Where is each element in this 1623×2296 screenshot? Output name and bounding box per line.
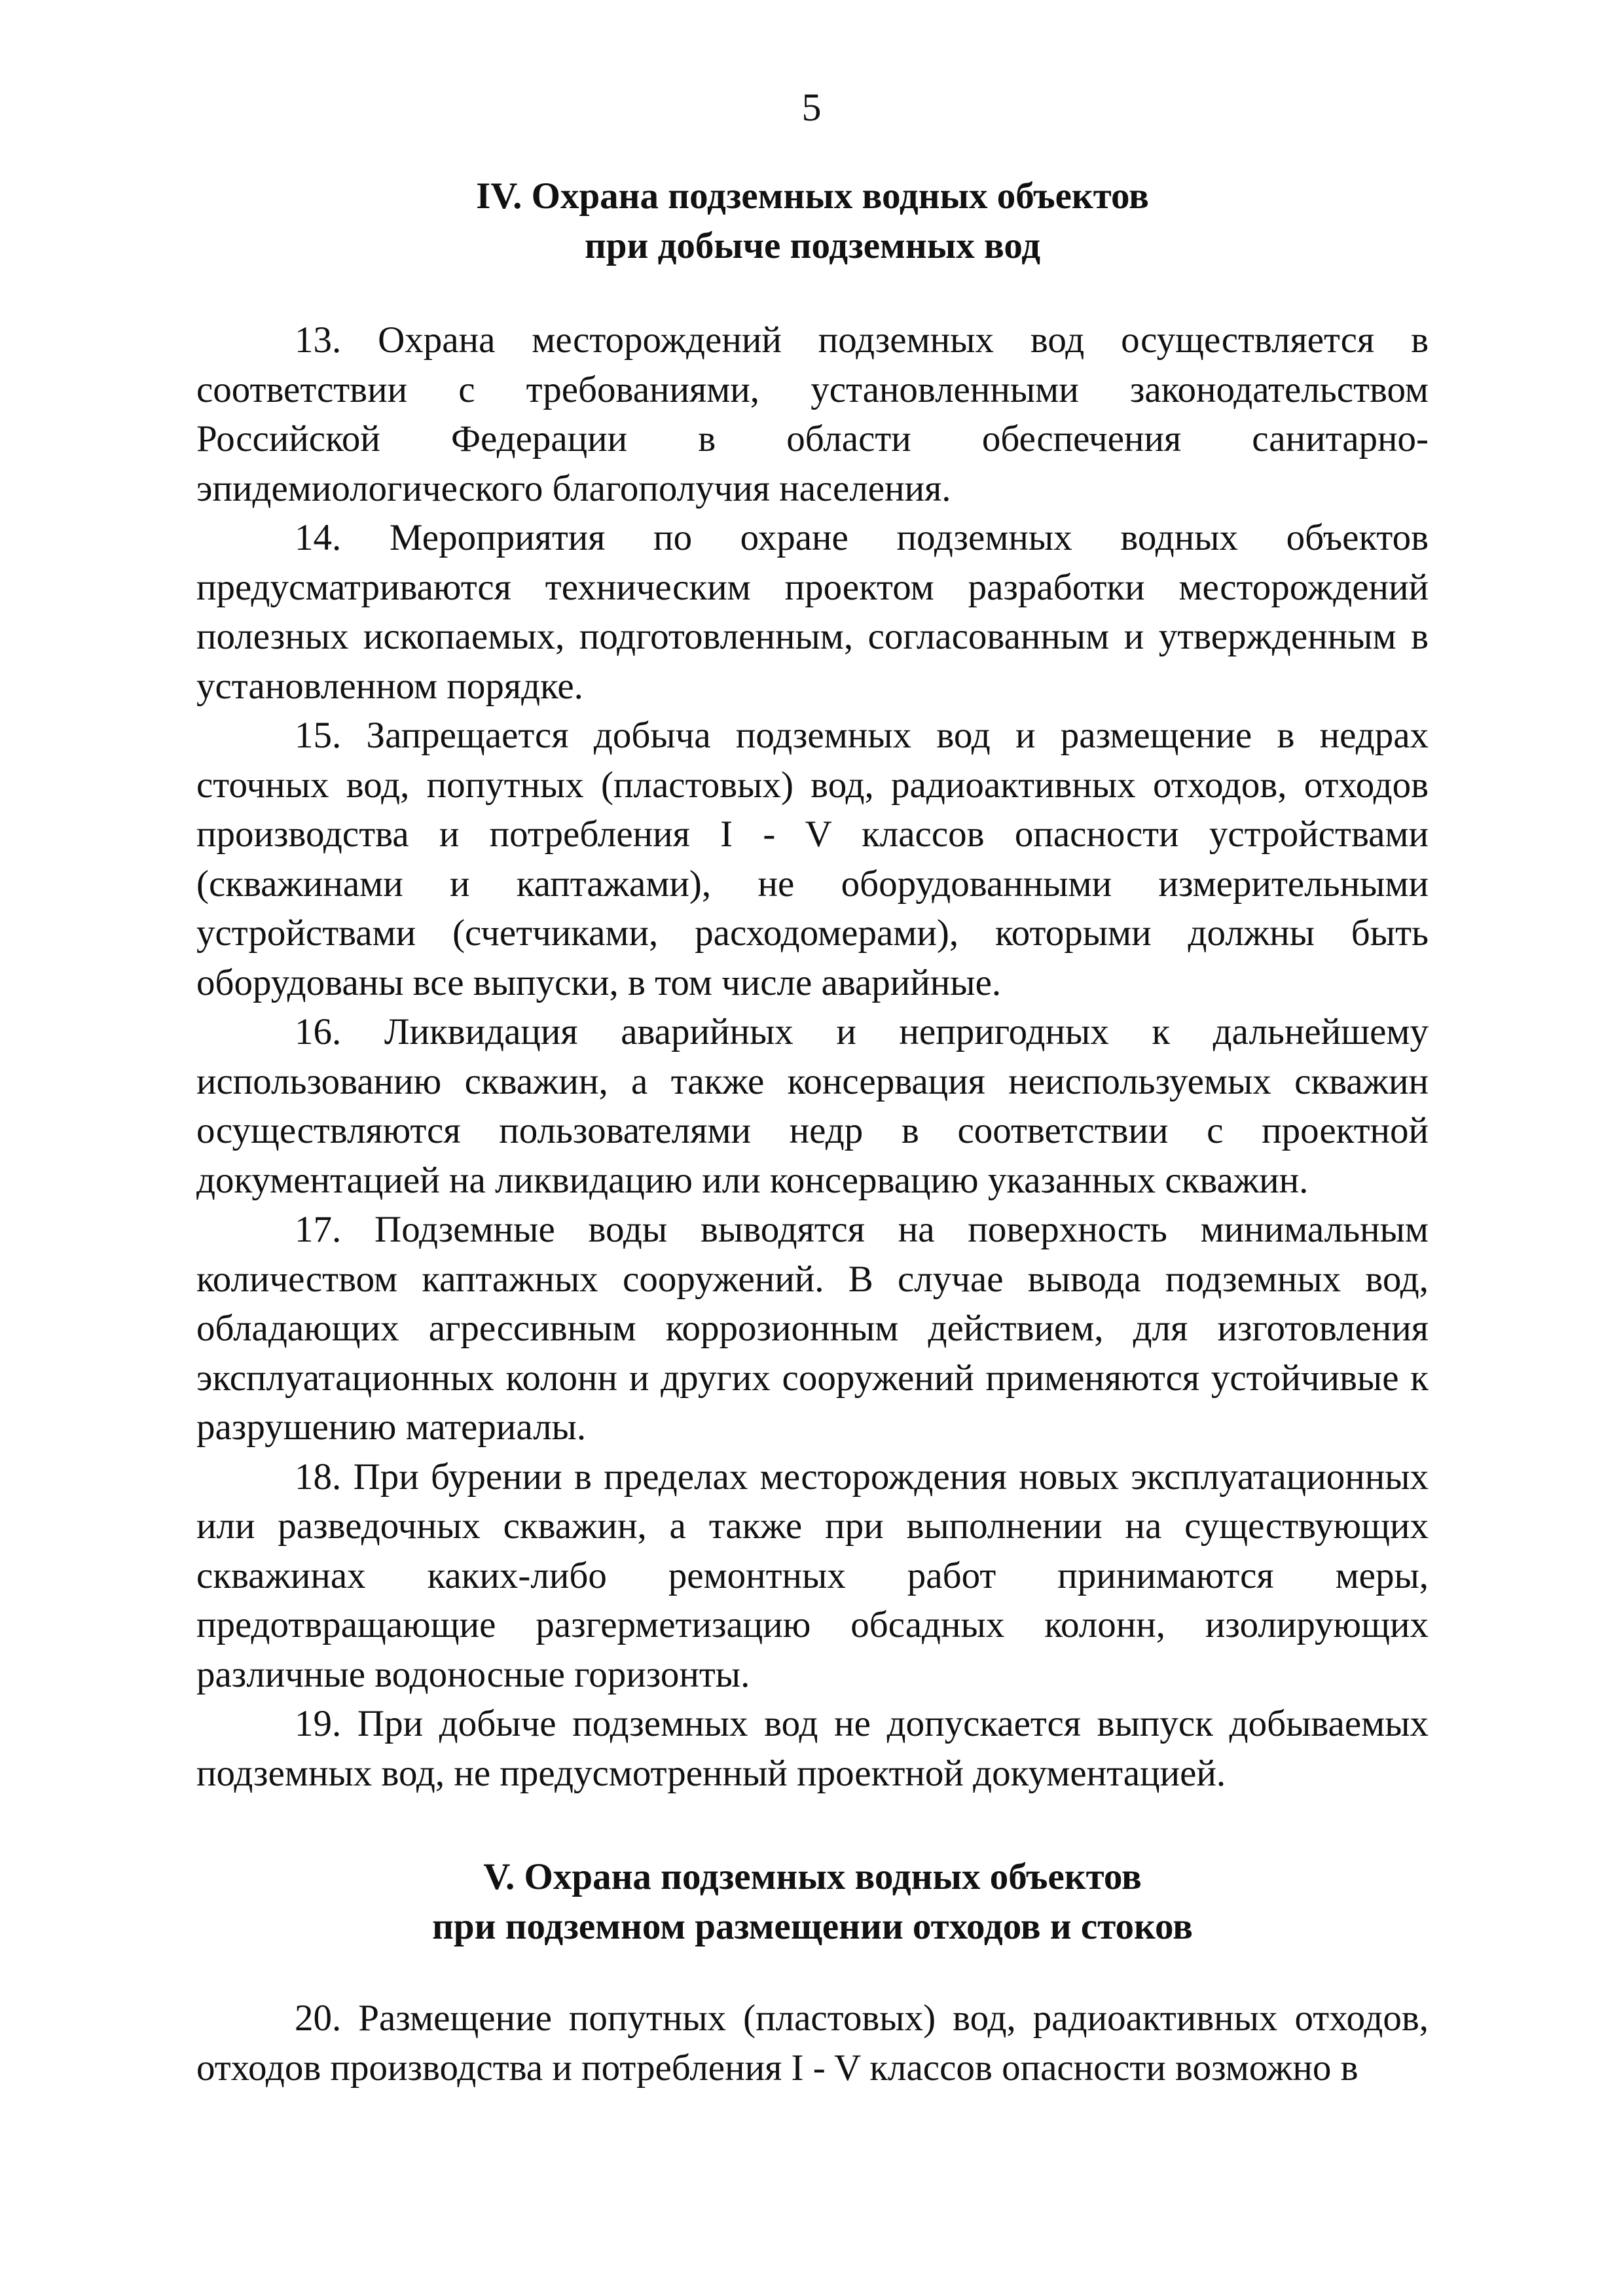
paragraph-14: 14. Мероприятия по охране подземных водных объектов предусматриваются техническим проектом разработки месторождений полезных ископаемых, подготовленным, согласованным и утвержденным в установленном порядке. (196, 517, 1429, 707)
paragraph-16: 16. Ликвидация аварийных и непригодных к дальнейшему использованию скважин, а также консервация неиспользуемых скважин осуществляются пользователями недр в соответствии с проектной документацией на ликвидацию или консервацию указанных скважин. (196, 1011, 1429, 1201)
section-iv-heading-line-1: IV. Охрана подземных водных объектов (476, 175, 1149, 217)
paragraph-20: 20. Размещение попутных (пластовых) вод, радиоактивных отходов, отходов производства и потребления I - V классов опасности возможно в (196, 1998, 1429, 2089)
section-iv-heading-line-2: при добыче подземных вод (584, 224, 1041, 266)
paragraph-17: 17. Подземные воды выводятся на поверхность минимальным количеством каптажных сооружений. В случае вывода подземных вод, обладающих агрессивным коррозионным действием, для изготовления эксплуатационных колонн и других сооружений применяются устойчивые к разрушению материалы. (196, 1209, 1429, 1448)
section-v-heading-line-2: при подземном размещении отходов и стоков (432, 1905, 1193, 1947)
section-v-body (196, 1994, 1429, 2092)
paragraph-18: 18. При бурении в пределах месторождения новых эксплуатационных или разведочных скважин, а также при выполнении на существующих скважинах каких-либо ремонтных работ принимаются меры, предотвращающие разгерметизацию обсадных колонн, изолирующих различные водоносные горизонты. (196, 1456, 1429, 1695)
paragraph-15: 15. Запрещается добыча подземных вод и размещение в недрах сточных вод, попутных (пластовых) вод, радиоактивных отходов, отходов производства и потребления I - V классов опасности устройствами (скважинами и каптажами), не оборудованными измерительными устройствами (счетчиками, расходомерами), которыми должны быть оборудованы все выпуски, в том числе аварийные. (196, 715, 1429, 1003)
section-v-heading (196, 1852, 1429, 1951)
paragraph-13: 13. Охрана месторождений подземных вод осуществляется в соответствии с требованиями, установленными законодательством Российской Федерации в области обеспечения санитарно-эпидемиологического благополучия населения. (196, 319, 1429, 509)
section-iv-heading (196, 171, 1429, 270)
section-iv-body (196, 315, 1429, 1798)
page-number: 5 (801, 86, 822, 129)
paragraph-19: 19. При добыче подземных вод не допускается выпуск добываемых подземных вод, не предусмотренный проектной документацией. (196, 1703, 1429, 1794)
section-v-heading-line-1: V. Охрана подземных водных объектов (483, 1856, 1142, 1897)
